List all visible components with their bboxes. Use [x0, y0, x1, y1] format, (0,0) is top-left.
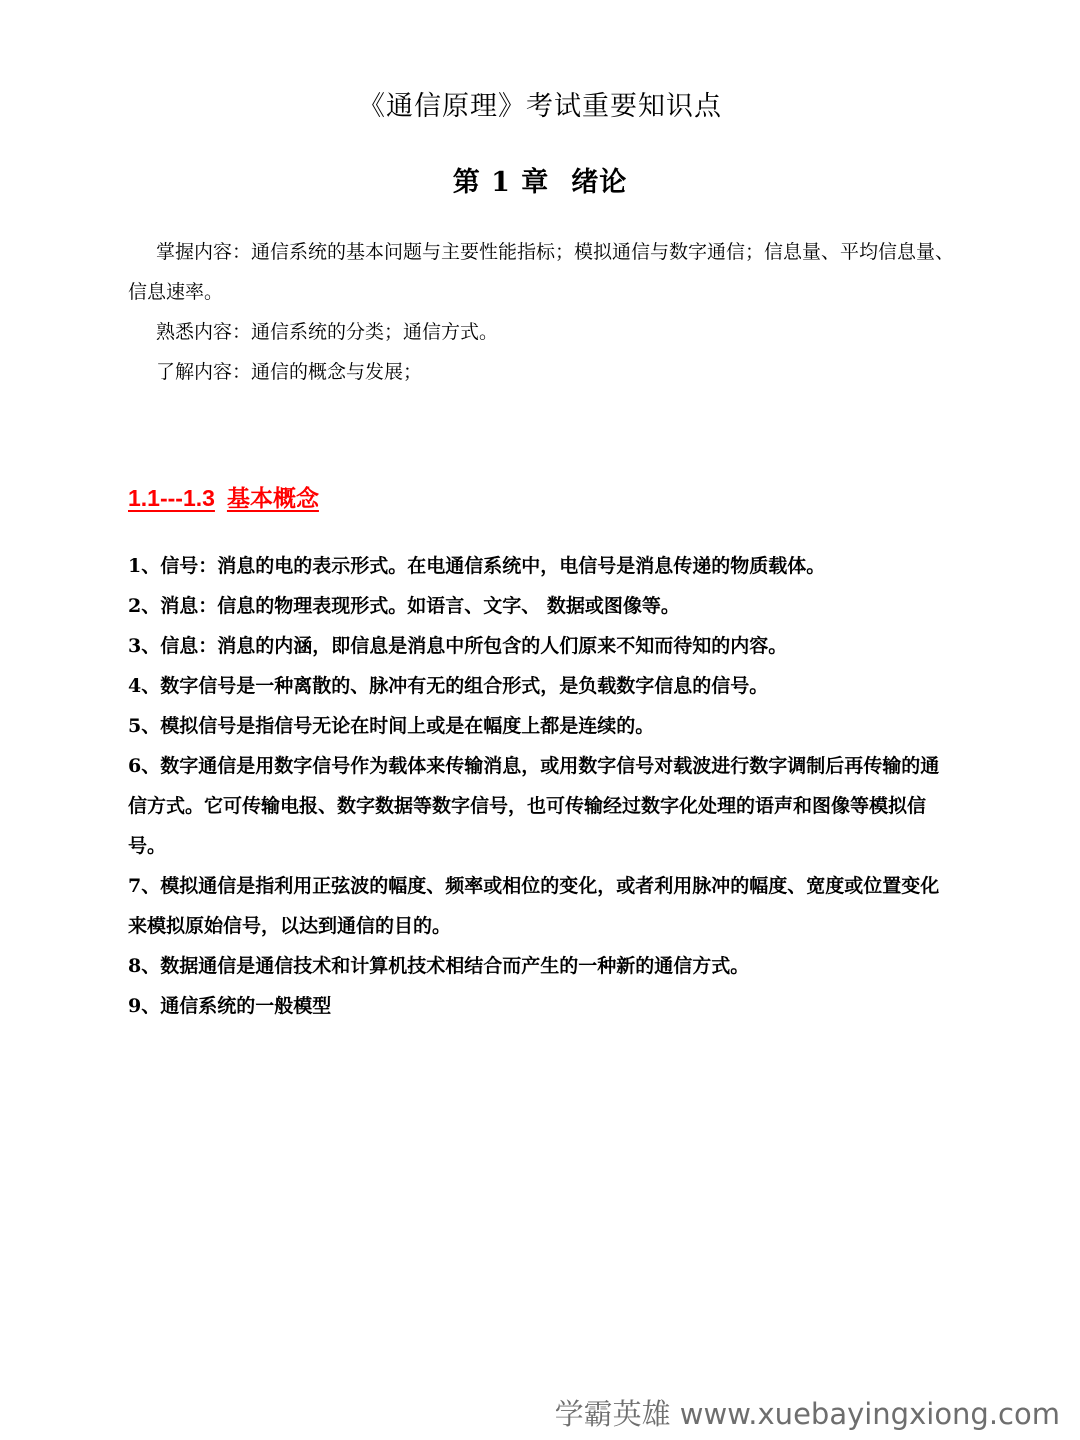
- concept-item: 3、信息：消息的内涵，即信息是消息中所包含的人们原来不知而待知的内容。: [128, 635, 788, 657]
- document-title: 《通信原理》考试重要知识点: [358, 91, 722, 122]
- chapter-name: 绪论: [571, 167, 628, 198]
- intro-understand: 了解内容：通信的概念与发展；: [156, 361, 423, 383]
- concept-item: 6、数字通信是用数字信号作为载体来传输消息，或用数字信号对载波进行数字调制后再传输的通信方式。它可传输电报、数字数据等数字信号，也可传输经过数字化处理的语声和图像等模拟信号。: [128, 755, 940, 857]
- section-number: 1.1---1.3: [128, 485, 215, 511]
- concept-item: 4、数字信号是一种离散的、脉冲有无的组合形式，是负载数字信息的信号。: [128, 675, 769, 697]
- section-heading: [128, 480, 319, 513]
- chapter-intro: [128, 232, 954, 392]
- concept-item: 9、通信系统的一般模型: [128, 995, 332, 1017]
- intro-master: 掌握内容：通信系统的基本问题与主要性能指标；模拟通信与数字通信；信息量、平均信息量、信息速率。: [128, 241, 955, 303]
- concept-item: 1、信号：消息的电的表示形式。在电通信系统中，电信号是消息传递的物质载体。: [128, 555, 826, 577]
- concept-list: [128, 546, 954, 1026]
- chapter-number: 第 1 章: [452, 167, 550, 198]
- concept-item: 7、模拟通信是指利用正弦波的幅度、频率或相位的变化，或者利用脉冲的幅度、宽度或位置变化来模拟原始信号，以达到通信的目的。: [128, 875, 940, 937]
- concept-item: 8、数据通信是通信技术和计算机技术相结合而产生的一种新的通信方式。: [128, 955, 750, 977]
- chapter-title: [0, 160, 1080, 199]
- intro-familiar: 熟悉内容：通信系统的分类；通信方式。: [156, 321, 499, 343]
- concept-item: 5、模拟信号是指信号无论在时间上或是在幅度上都是连续的。: [128, 715, 655, 737]
- concept-item: 2、消息：信息的物理表现形式。如语言、文字、 数据或图像等。: [128, 595, 680, 617]
- section-name: 基本概念: [226, 485, 319, 511]
- watermark: 学霸英雄 www.xuebayingxiong.com: [554, 1397, 1060, 1431]
